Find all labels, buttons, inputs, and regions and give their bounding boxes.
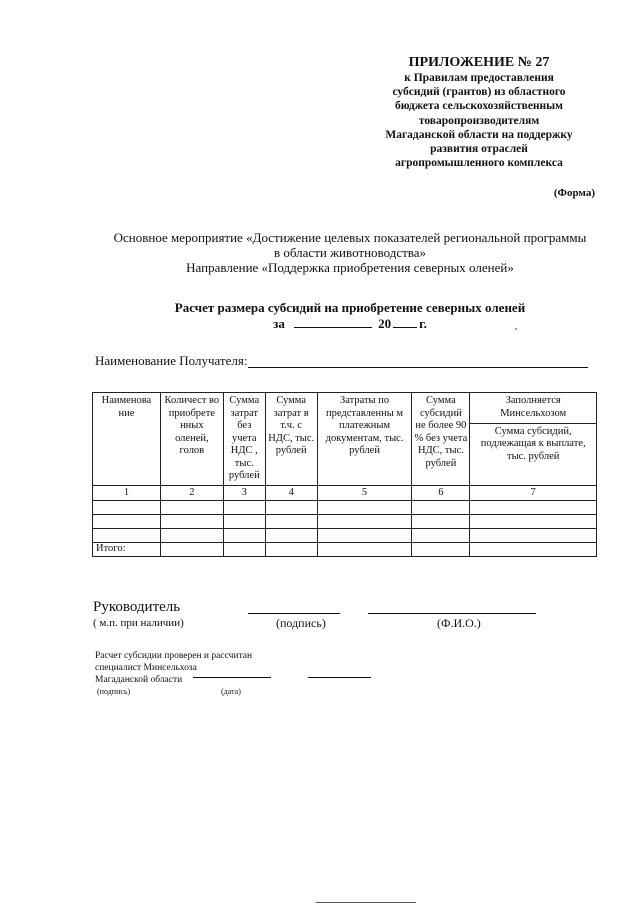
specialist-signature-caption: (подпись)	[97, 687, 131, 696]
column-number: 7	[470, 485, 597, 501]
signature-field[interactable]	[248, 613, 340, 614]
check-line: специалист Минсельхоза	[95, 663, 197, 673]
table-cell[interactable]	[93, 501, 161, 515]
table-cell[interactable]	[223, 501, 265, 515]
table-cell[interactable]	[93, 515, 161, 529]
specialist-signature-field[interactable]	[193, 677, 271, 678]
table-cell[interactable]	[412, 501, 470, 515]
table-cell[interactable]	[160, 543, 223, 557]
table-row	[93, 501, 597, 515]
header-cost-with-vat: Сумма затрат в т.ч. с НДС, тыс. рублей	[265, 393, 317, 486]
table-cell[interactable]	[412, 515, 470, 529]
table-cell[interactable]	[160, 529, 223, 543]
table-cell[interactable]	[223, 543, 265, 557]
check-line: Расчет субсидии проверен и рассчитан	[95, 651, 253, 661]
appendix-line: развития отраслей	[430, 143, 528, 156]
table-cell[interactable]	[160, 501, 223, 515]
table-cell[interactable]	[470, 515, 597, 529]
scan-speck	[515, 328, 517, 330]
measure-line: в области животноводства»	[273, 245, 427, 260]
table-cell[interactable]	[160, 515, 223, 529]
subsidy-table	[92, 392, 597, 557]
check-line: Магаданской области	[95, 675, 183, 685]
form-label: (Форма)	[553, 187, 595, 199]
header-payment-docs: Затраты по представленны м платежным документам, тыс. рублей	[317, 393, 412, 486]
period-year-prefix: 20	[378, 316, 392, 331]
appendix-line: бюджета сельскохозяйственным	[395, 100, 563, 113]
header-quantity: Количест во приобрете нных оленей, голов	[160, 393, 223, 486]
appendix-line: к Правилам предоставления	[404, 72, 554, 84]
table-cell[interactable]	[223, 515, 265, 529]
stamp-note: ( м.п. при наличии)	[93, 617, 184, 629]
calculation-title-text: Расчет размера субсидий на приобретение северных оленей	[174, 300, 526, 315]
calculation-period	[60, 316, 640, 332]
header-ministry-group: Заполняется Минсельхозом	[470, 393, 597, 424]
table-cell[interactable]	[265, 529, 317, 543]
table-cell[interactable]	[93, 529, 161, 543]
recipient-field[interactable]	[248, 367, 588, 368]
table-cell[interactable]	[412, 543, 470, 557]
table-row	[93, 515, 597, 529]
fio-field[interactable]	[368, 613, 536, 614]
calculation-title	[60, 300, 640, 332]
header-name: Наименова ние	[93, 393, 161, 486]
appendix-line: Магаданской области на поддержку	[385, 128, 573, 141]
appendix-header	[350, 54, 608, 170]
table-cell[interactable]	[470, 529, 597, 543]
period-year-suffix: г.	[419, 316, 427, 331]
appendix-line: субсидий (грантов) из областного	[392, 86, 566, 99]
column-number: 1	[93, 485, 161, 501]
table-cell[interactable]	[265, 543, 317, 557]
measure-line: Направление «Поддержка приобретения северных оленей»	[186, 260, 514, 275]
measure-description	[60, 230, 640, 275]
table-row	[93, 529, 597, 543]
table-cell[interactable]	[223, 529, 265, 543]
fio-caption: (Ф.И.О.)	[437, 616, 481, 630]
table-cell[interactable]	[317, 529, 412, 543]
table-cell[interactable]	[317, 515, 412, 529]
table-cell[interactable]	[265, 501, 317, 515]
recipient-label: Наименование Получателя:	[95, 353, 248, 368]
column-number: 2	[160, 485, 223, 501]
column-number: 3	[223, 485, 265, 501]
appendix-line: агропромышленного комплекса	[395, 157, 563, 170]
header-ministry-sum: Сумма субсидий, подлежащая к выплате, тыс. рублей	[470, 423, 597, 485]
appendix-line: товаропроизводителям	[418, 114, 540, 127]
table-cell[interactable]	[317, 543, 412, 557]
column-number: 6	[412, 485, 470, 501]
table-cell[interactable]	[470, 501, 597, 515]
column-number: 4	[265, 485, 317, 501]
check-date-caption: (дата)	[221, 687, 241, 696]
period-date-blank[interactable]	[294, 327, 372, 328]
check-note	[95, 650, 252, 686]
table-cell[interactable]	[412, 529, 470, 543]
check-date-field[interactable]	[308, 677, 371, 678]
header-subsidy-90: Сумма субсидий не более 90 % без учета НДС, тыс. рублей	[412, 393, 470, 486]
table-cell[interactable]	[265, 515, 317, 529]
period-za: за	[273, 316, 285, 331]
head-label: Руководитель	[93, 599, 181, 615]
header-cost-no-vat: Сумма затрат без учета НДС , тыс. рублей	[223, 393, 265, 486]
table-cell[interactable]	[317, 501, 412, 515]
total-label: Итого:	[93, 543, 161, 557]
column-number: 5	[317, 485, 412, 501]
appendix-title: ПРИЛОЖЕНИЕ № 27	[408, 55, 550, 70]
measure-line: Основное мероприятие «Достижение целевых показателей региональной программы	[113, 230, 587, 245]
total-row	[93, 543, 597, 557]
page-edge-mark	[316, 902, 416, 903]
table-cell[interactable]	[470, 543, 597, 557]
signature-caption: (подпись)	[276, 616, 326, 630]
period-year-blank[interactable]	[393, 327, 417, 328]
